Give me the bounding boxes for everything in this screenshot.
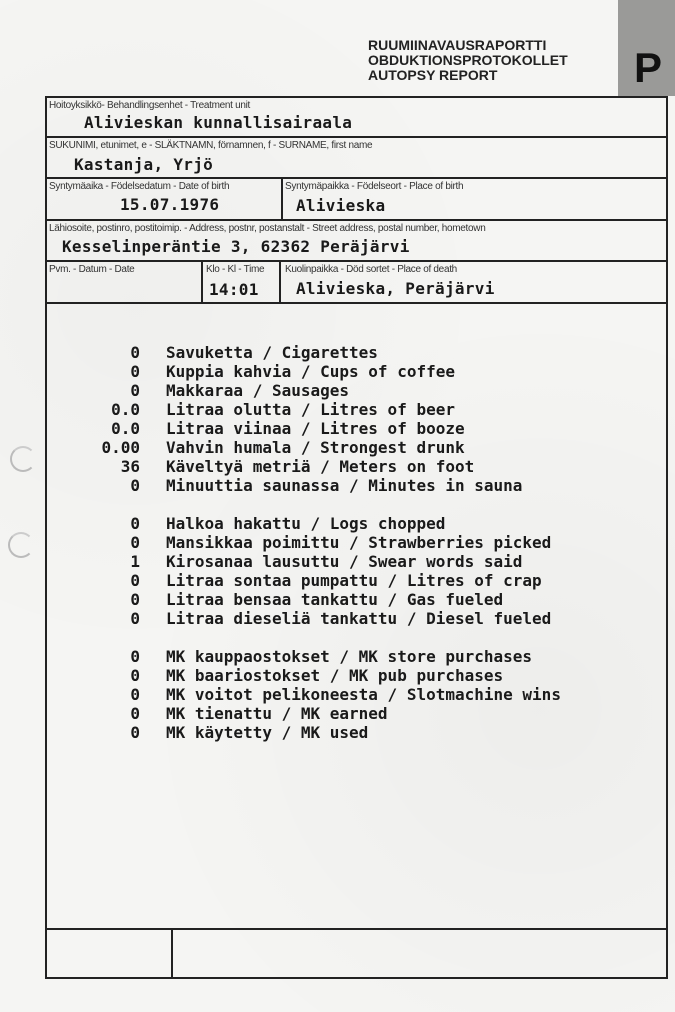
name-value: Kastanja, Yrjö	[74, 155, 214, 174]
stat-value: 0	[130, 666, 140, 685]
tab-letter: P	[634, 44, 663, 91]
form-divider	[45, 177, 668, 179]
stat-row	[60, 723, 561, 742]
stat-label: Käveltyä metriä / Meters on foot	[166, 457, 475, 476]
stat-row	[60, 457, 561, 476]
report-title	[368, 38, 568, 83]
treatment-unit-label: Hoitoyksikkö- Behandlingsenhet - Treatment unit	[49, 100, 251, 111]
stat-label: Minuuttia saunassa / Minutes in sauna	[166, 476, 523, 495]
stat-row	[60, 647, 561, 666]
stat-label: Kuppia kahvia / Cups of coffee	[166, 362, 455, 381]
form-divider	[45, 260, 668, 262]
stat-label: MK baariostokset / MK pub purchases	[166, 666, 504, 685]
stat-row	[60, 552, 561, 571]
stat-label: MK käytetty / MK used	[166, 723, 369, 742]
form-divider	[45, 302, 668, 304]
stat-label: Vahvin humala / Strongest drunk	[166, 438, 465, 457]
place-of-birth-value: Alivieska	[296, 196, 386, 215]
title-swedish: OBDUKTIONSPROTOKOLLET	[368, 52, 568, 68]
stat-label: Litraa viinaa / Litres of booze	[166, 419, 465, 438]
stat-row	[60, 609, 561, 628]
stat-row	[60, 571, 561, 590]
stat-row	[60, 533, 561, 552]
stat-label: MK kauppaostokset / MK store purchases	[166, 647, 533, 666]
date-of-birth-value: 15.07.1976	[120, 195, 220, 214]
title-finnish: RUUMIINAVAUSRAPORTTI	[368, 37, 547, 53]
stat-group	[60, 514, 561, 628]
form-divider	[45, 96, 668, 98]
stat-value: 0	[130, 571, 140, 590]
stat-value: 0	[130, 704, 140, 723]
stat-value: 0	[130, 647, 140, 666]
stat-label: MK voitot pelikoneesta / Slotmachine wins	[166, 685, 561, 704]
stat-label: Litraa bensaa tankattu / Gas fueled	[166, 590, 504, 609]
place-of-death-label: Kuolinpaikka - Död sortet - Place of death	[285, 264, 457, 275]
stat-value: 0.0	[111, 400, 140, 419]
form-divider	[45, 219, 668, 221]
stat-value: 0	[130, 609, 140, 628]
stat-value: 0	[130, 476, 140, 495]
life-statistics	[60, 343, 561, 761]
stat-value: 0	[130, 381, 140, 400]
form-border-left	[45, 96, 47, 979]
address-value: Kesselinperäntie 3, 62362 Peräjärvi	[62, 237, 410, 256]
time-label: Klo - Kl - Time	[206, 264, 265, 275]
stat-row	[60, 590, 561, 609]
stat-label: Kirosanaa lausuttu / Swear words said	[166, 552, 523, 571]
address-label: Lähiosoite, postinro, postitoimip. - Address, postnr, postanstalt - Street address, postal number, hometown	[49, 223, 486, 234]
stat-label: Litraa olutta / Litres of beer	[166, 400, 455, 419]
date-of-birth-label: Syntymäaika - Födelsedatum - Date of birth	[49, 181, 230, 192]
stat-value: 0	[130, 533, 140, 552]
stat-value: 0.00	[101, 438, 140, 457]
stat-row	[60, 400, 561, 419]
stat-value: 0	[130, 343, 140, 362]
stat-value: 0	[130, 685, 140, 704]
stat-row	[60, 685, 561, 704]
stat-label: Mansikkaa poimittu / Strawberries picked	[166, 533, 552, 552]
form-column-divider	[201, 260, 203, 302]
stat-value: 1	[130, 552, 140, 571]
place-of-death-value: Alivieska, Peräjärvi	[296, 279, 495, 298]
form-column-divider	[279, 260, 281, 302]
stat-row	[60, 343, 561, 362]
stat-value: 0.0	[111, 419, 140, 438]
stat-row	[60, 419, 561, 438]
stat-row	[60, 704, 561, 723]
name-label: SUKUNIMI, etunimet, e - SLÄKTNAMN, förnamnen, f - SURNAME, first name	[49, 140, 373, 151]
stat-label: Litraa sontaa pumpattu / Litres of crap	[166, 571, 542, 590]
form-divider	[45, 928, 668, 930]
punch-hole	[10, 446, 36, 472]
form-border-right	[666, 96, 668, 979]
place-of-birth-label: Syntymäpaikka - Födelseort - Place of birth	[285, 181, 464, 192]
stat-value: 0	[130, 590, 140, 609]
stat-row	[60, 666, 561, 685]
stat-label: MK tienattu / MK earned	[166, 704, 388, 723]
form-column-divider	[281, 177, 283, 219]
title-english: AUTOPSY REPORT	[368, 67, 498, 83]
form-column-divider	[171, 928, 173, 978]
stat-row	[60, 476, 561, 495]
stat-label: Makkaraa / Sausages	[166, 381, 350, 400]
stat-label: Halkoa hakattu / Logs chopped	[166, 514, 446, 533]
stat-label: Litraa dieseliä tankattu / Diesel fueled	[166, 609, 552, 628]
stat-row	[60, 438, 561, 457]
time-value: 14:01	[209, 280, 259, 299]
stat-value: 0	[130, 362, 140, 381]
stat-value: 0	[130, 723, 140, 742]
stat-group	[60, 343, 561, 495]
stat-label: Savuketta / Cigarettes	[166, 343, 378, 362]
stat-row	[60, 514, 561, 533]
stat-row	[60, 381, 561, 400]
stat-value: 0	[130, 514, 140, 533]
punch-hole	[8, 532, 34, 558]
stat-row	[60, 362, 561, 381]
date-label: Pvm. - Datum - Date	[49, 264, 135, 275]
treatment-unit-value: Alivieskan kunnallisairaala	[84, 113, 353, 132]
stat-value: 36	[120, 457, 140, 476]
stat-group	[60, 647, 561, 742]
form-divider	[45, 136, 668, 138]
form-divider	[45, 977, 668, 979]
